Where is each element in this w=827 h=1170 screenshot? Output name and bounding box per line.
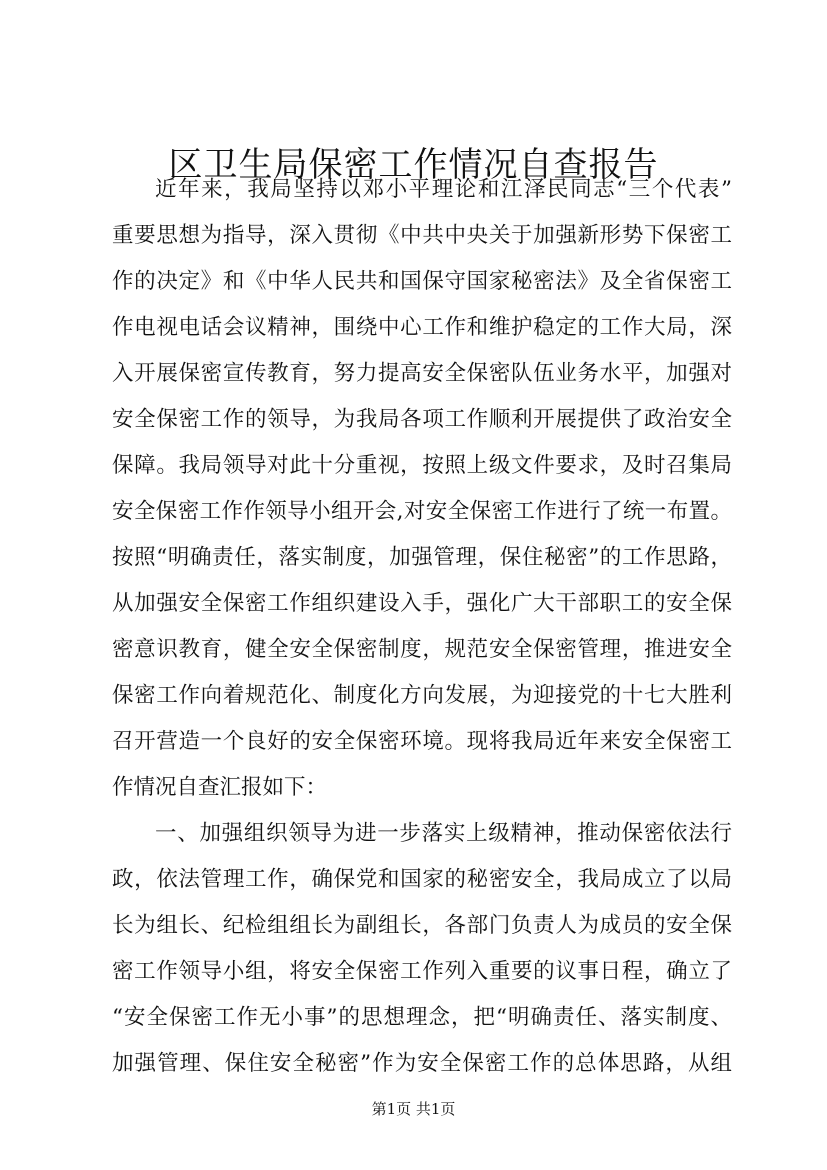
body-line: 从加强安全保密工作组织建设入手，强化广大干部职工的安全保: [112, 591, 732, 616]
body-line: 安全保密工作作领导小组开会,对安全保密工作进行了统一布置。: [112, 499, 732, 524]
body-line: 作电视电话会议精神，围绕中心工作和维护稳定的工作大局，深: [112, 315, 732, 340]
body-line: 安全保密工作的领导，为我局各项工作顺利开展提供了政治安全: [112, 407, 732, 432]
page-footer: 第1页 共1页: [371, 1100, 456, 1118]
body-line: 保障。我局领导对此十分重视，按照上级文件要求，及时召集局: [112, 453, 732, 478]
body-line: 作情况自查汇报如下：: [112, 775, 328, 800]
body-line: 政，依法管理工作，确保党和国家的秘密安全，我局成立了以局: [112, 867, 732, 892]
document-body: [112, 167, 732, 1087]
body-line: 作的决定》和《中华人民共和国保守国家秘密法》及全省保密工: [112, 269, 732, 294]
body-line: “安全保密工作无小事”的思想理念，把“明确责任、落实制度、: [112, 1005, 732, 1030]
body-line: 一、加强组织领导为进一步落实上级精神，推动保密依法行: [155, 821, 732, 846]
body-line: 密意识教育，健全安全保密制度，规范安全保密管理，推进安全: [112, 637, 732, 662]
body-line: 召开营造一个良好的安全保密环境。现将我局近年来安全保密工: [112, 729, 732, 754]
body-line: 保密工作向着规范化、制度化方向发展，为迎接党的十七大胜利: [112, 683, 732, 708]
body-line: 近年来，我局坚持以邓小平理论和江泽民同志“三个代表”: [155, 177, 732, 202]
body-line: 加强管理、保住安全秘密”作为安全保密工作的总体思路，从组: [112, 1051, 732, 1076]
body-line: 重要思想为指导，深入贯彻《中共中央关于加强新形势下保密工: [112, 223, 732, 248]
body-line: 按照“明确责任，落实制度，加强管理，保住秘密”的工作思路，: [112, 545, 732, 570]
document-title: 区卫生局保密工作情况自查报告: [168, 145, 659, 185]
body-line: 长为组长、纪检组组长为副组长，各部门负责人为成员的安全保: [112, 913, 732, 938]
body-line: 入开展保密宣传教育，努力提高安全保密队伍业务水平，加强对: [112, 361, 732, 386]
body-line: 密工作领导小组，将安全保密工作列入重要的议事日程，确立了: [112, 959, 732, 984]
